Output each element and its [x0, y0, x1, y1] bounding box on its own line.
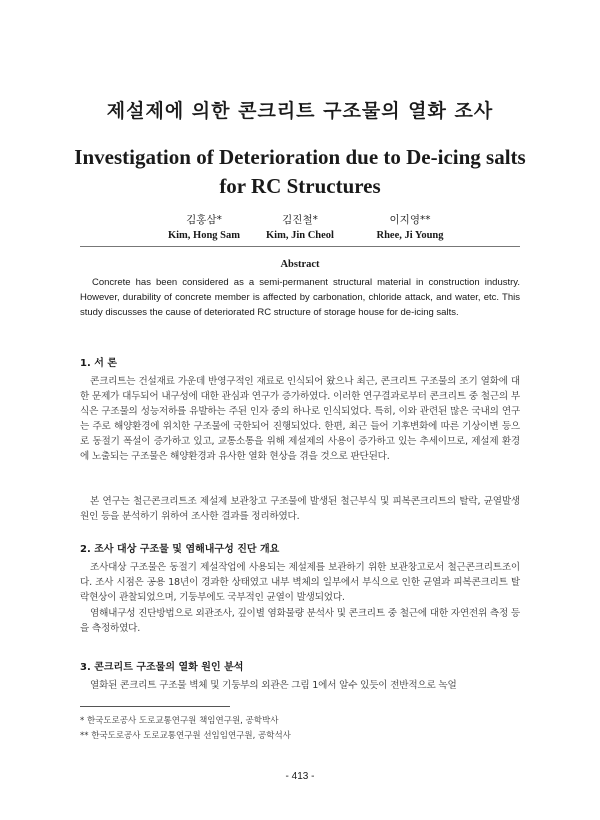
author-3-name-en: Rhee, Ji Young: [376, 230, 444, 241]
abstract-text: Concrete has been considered as a semi-permanent structural material in construction industry. However, durability of concrete member is affected by carbonation, chloride attack, and water, etc. This study discusses the cause of deteriorated RC structure of storage house for de-icing salts.: [80, 277, 520, 318]
section-1-paragraph-2: 본 연구는 철근콘크리트조 제설제 보관창고 구조물에 발생된 철근부식 및 피복콘크리트의 탈락, 균열발생 원인 등을 분석하기 위하여 조사한 결과를 정리하였다.: [80, 496, 520, 522]
author-1-name-ko: 김홍삼*: [186, 214, 222, 226]
page-number: - 413 -: [285, 771, 315, 782]
author-1-name-en: Kim, Hong Sam: [167, 230, 241, 241]
section-2-paragraph-1: 조사대상 구조물은 동절기 제설작업에 사용되는 제설제를 보관하기 위한 보관창고로서 철근콘크리트조이다. 조사 시점은 공용 18년이 경과한 상태였고 내부 벽체의 일부에서 부식으로 인한 균열과 피복콘크리트 탈락현상이 관찰되었으며, 기둥부에도 국부적인 균열이 발생되었다.: [80, 562, 520, 603]
section-2-paragraph-2: 염해내구성 진단방법으로 외관조사, 깊이별 염화물량 분석사 및 콘크리트 중 철근에 대한 자연전위 측정 등을 측정하였다.: [80, 608, 520, 634]
abstract-heading: Abstract: [280, 259, 320, 270]
title-english: Investigation of Deterioration due to De-icing salts for RC Structures: [74, 145, 526, 198]
author-3: [330, 212, 490, 244]
author-2-name-ko: 김진철*: [282, 214, 318, 226]
section-2-heading: 2. 조사 대상 구조물 및 염해내구성 진단 개요: [80, 544, 280, 555]
section-3-paragraph-1: 열화된 콘크리트 구조물 벽체 및 기둥부의 외관은 그림 1에서 알수 있듯이 전반적으로 녹얼: [90, 680, 457, 691]
footnote-2: ** 한국도로공사 도로교통연구원 선임임연구원, 공학석사: [80, 731, 291, 741]
author-3-name-ko: 이지영**: [389, 214, 431, 226]
footnote-divider: [80, 706, 230, 707]
author-2-name-en: Kim, Jin Cheol: [266, 230, 334, 241]
divider-line: [80, 246, 520, 247]
section-1-heading: 1. 서 론: [80, 358, 118, 369]
title-korean: 제설제에 의한 콘크리트 구조물의 열화 조사: [106, 100, 494, 122]
section-1-paragraph-1: 콘크리트는 건설재료 가운데 반영구적인 재료로 인식되어 왔으나 최근, 콘크리트 구조물의 조기 열화에 대한 문제가 대두되어 내구성에 대한 관심과 연구가 증가하였다. 이러한 연구결과로부터 콘크리트 중 철근의 부식은 구조물의 성능저하를 유발하는 주된 인자 중의 하나로 인식되었다. 특히, 이와 관련된 많은 국내의 연구는 주로 해양환경에 위치한 구조물에 국한되어 진행되었다. 한편, 최근 들어 기후변화에 따른 기상이변 등으로 동절기 폭설이 증가하고 있고, 교통소통을 위해 제설제의 사용이 증가하고 있는 추세이므로, 제설제 환경에 노출되는 구조물은 해양환경과 유사한 열화 현상을 겪을 것으로 판단된다.: [80, 376, 520, 462]
footnote-1: * 한국도로공사 도로교통연구원 책임연구원, 공학박사: [80, 716, 279, 726]
section-3-heading: 3. 콘크리트 구조물의 열화 원인 분석: [80, 662, 244, 673]
